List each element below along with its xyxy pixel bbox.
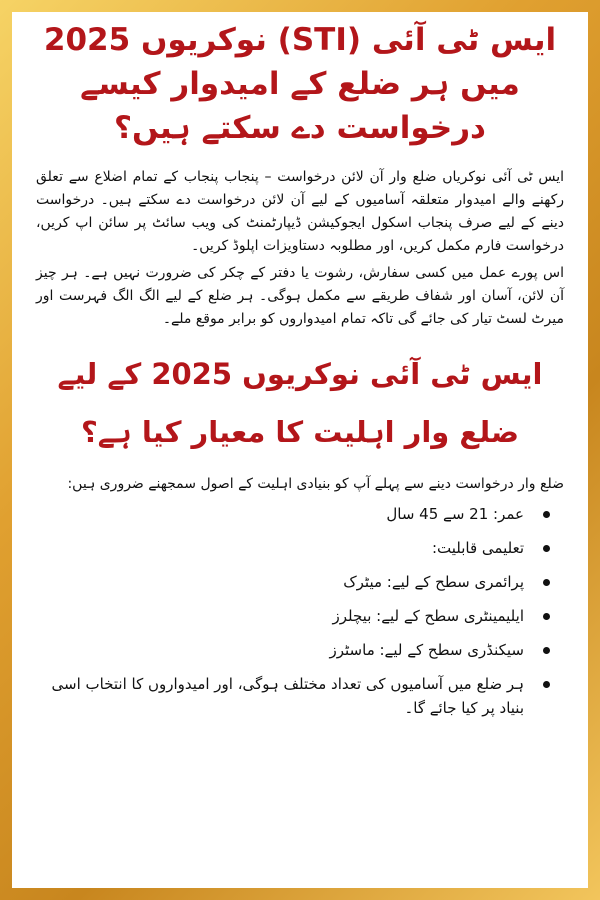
list-item-district-selection: ہر ضلع میں آسامیوں کی تعداد مختلف ہوگی، اور امیدواروں کا انتخاب اسی بنیاد پر کیا جائے گا۔ — [36, 672, 524, 720]
list-item-age: عمر: 21 سے 45 سال — [36, 502, 524, 526]
paragraph-transparency: اس پورے عمل میں کسی سفارش، رشوت یا دفتر کے چکر کی ضرورت نہیں ہے۔ ہر چیز آن لائن، آسان اور شفاف طریقے سے مکمل ہوگی۔ ہر ضلع کے لیے الگ الگ فہرست اور میرٹ لسٹ تیار کی جائے گی تاکہ تمام امیدواروں کو برابر موقع ملے۔ — [36, 265, 564, 327]
list-item-secondary: سیکنڈری سطح کے لیے: ماسٹرز — [36, 638, 524, 662]
list-item-education: تعلیمی قابلیت: — [36, 536, 524, 560]
list-item-elementary: ایلیمینٹری سطح کے لیے: بیچلرز — [36, 604, 524, 628]
article-card — [12, 12, 588, 888]
page-title: ایس ٹی آئی (STI) نوکریوں 2025 میں ہر ضلع کے امیدوار کیسے درخواست دے سکتے ہیں؟ — [43, 22, 557, 146]
eligibility-intro: ضلع وار درخواست دینے سے پہلے آپ کو بنیادی اہلیت کے اصول سمجھنے ضروری ہیں: — [67, 476, 564, 492]
list-item-primary: پرائمری سطح کے لیے: میٹرک — [36, 570, 524, 594]
eligibility-heading: ایس ٹی آئی نوکریوں 2025 کے لیے ضلع وار اہلیت کا معیار کیا ہے؟ — [57, 357, 543, 449]
paragraph-online-application: ایس ٹی آئی نوکریاں ضلع وار آن لائن درخواست – پنجاب پنجاب کے تمام اضلاع سے تعلق رکھنے والے امیدوار متعلقہ آسامیوں کے لیے آن لائن درخواست دے سکتے ہیں۔ درخواست دینے کے لیے صرف پنجاب اسکول ایجوکیشن ڈیپارٹمنٹ کی ویب سائٹ پر سائن اپ کریں، درخواست فارم مکمل کریں، اور مطلوبہ دستاویزات اپلوڈ کریں۔ — [36, 169, 564, 254]
eligibility-list — [36, 502, 564, 720]
article-content — [12, 12, 588, 720]
